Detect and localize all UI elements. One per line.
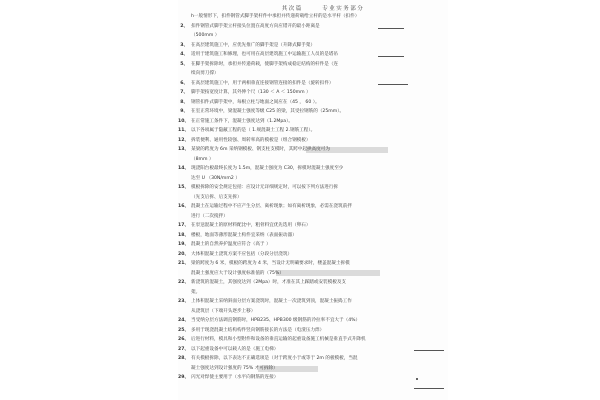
question-line — [178, 62, 448, 68]
question-line — [178, 43, 448, 49]
question-line — [178, 233, 448, 239]
question-line — [178, 128, 448, 134]
question-text: 从浇筑层（下端开头逐步上移） — [191, 308, 256, 314]
question-text: 大体积混凝土浇筑方案不应包括（分段分层浇筑） — [191, 251, 293, 257]
question-line — [178, 223, 448, 229]
question-number: 19、 — [178, 242, 189, 247]
question-text: 多用于现浇混凝土结构构件竖向钢筋接长的方法是（电渣压力焊） — [191, 327, 325, 333]
question-number: 28、 — [178, 356, 189, 361]
question-line — [178, 328, 448, 334]
question-line — [178, 81, 448, 87]
question-text: 架。 — [191, 289, 201, 295]
question-line — [178, 138, 448, 144]
question-line — [178, 14, 448, 20]
question-text: 闪光对焊使主要用于（水平向钢筋的连接） — [191, 375, 279, 380]
question-text: 在高层建筑施工中，应优先推广的脚手架是（升降式脚手架） — [191, 42, 316, 48]
question-line — [178, 309, 448, 315]
question-text: （500mm ） — [191, 33, 220, 38]
question-number: 25、 — [178, 327, 189, 333]
question-line — [178, 204, 448, 210]
question-number: 23、 — [178, 299, 189, 304]
question-line — [178, 347, 448, 353]
header-title: 其次篇 — [281, 6, 303, 12]
question-number: 8、 — [180, 99, 188, 105]
question-line — [178, 366, 448, 372]
question-text: 续向剪刀撑） — [191, 71, 219, 76]
question-text: 混凝土强度应大于设计强度标准值的（75%） — [191, 270, 284, 276]
question-number: 4、 — [180, 52, 188, 57]
question-line — [178, 252, 448, 258]
question-text: 凝土强度达到设计强度的 75% 才可拆除） — [191, 365, 278, 371]
question-text: 某梁的跨度为 6m 采纳钢模板、钢支柱支模时，其跨中起拱高度可为 — [191, 147, 330, 152]
question-number: 2、 — [180, 23, 188, 29]
question-text: 适用于建筑施工和修理，也可用在高层建筑施工中运输施工人员的是塔吊 — [191, 52, 339, 57]
question-number: 27、 — [178, 346, 189, 352]
header-subtitle: 专业实务部分 — [322, 6, 365, 12]
question-text: 钢管扣件式脚手架中，每根立柱与地面之间应在（45 ， 60 ）。 — [191, 99, 320, 105]
question-line — [178, 356, 448, 362]
question-number: 24、 — [178, 318, 189, 323]
question-text: 新浇筑的混凝土，其强度达到（2Mpa）时，才准在其上踩踏或安装模板及支 — [191, 280, 347, 285]
question-number: 7、 — [180, 90, 188, 95]
question-text: 在泵送混凝土的原材料配比中，粗骨料宜优先选用（卵石） — [191, 223, 311, 228]
question-text: h一般情形下，扣件钢管式脚手架杆件中承担并传递荷载给立杆的是水平杆（扣件） — [191, 14, 360, 19]
question-line — [178, 214, 448, 220]
question-text: 混凝土在运输过程中不应产生分层、离析现象；如有离析现象，必需在浇筑前拌 — [191, 204, 352, 209]
question-line — [178, 242, 448, 248]
question-number: 5、 — [180, 61, 188, 67]
question-text: （8mm ） — [191, 156, 214, 162]
question-number: 29、 — [178, 375, 189, 380]
page-header — [263, 4, 383, 12]
question-number: 20、 — [178, 251, 189, 257]
question-number: 6、 — [180, 80, 188, 86]
question-text: 梁的跨度为 6 米，模板的跨度为 4 米，当设计无明确要求时，楼盖混凝土拆模 — [191, 261, 350, 266]
question-line — [178, 290, 448, 296]
question-number: 15、 — [178, 185, 189, 190]
question-text: 达至 U （30N/mm2 ） — [191, 175, 240, 181]
question-line — [178, 52, 448, 58]
question-text: 上体积混凝土采纳斜面分层方案浇筑时，混凝土一次浇筑到顶，混凝土振捣工作 — [191, 299, 352, 304]
question-number: 14、 — [178, 166, 189, 171]
question-text: 在室正常环境中，梁混凝土强度等级 C25 的梁，其受拉钢筋的（25mm）。 — [191, 109, 345, 114]
question-text: 当受纳分层方法调直钢筋时，HPB235、HPB300 级钢筋的冷拉率不宜大于（4%） — [191, 318, 361, 323]
question-text: 以下各项属于隐蔽工程的是（ 1.规混凝土工程 2.钢筋工程）。 — [191, 128, 316, 133]
question-text: 拆装便利、通用性较强、周转率高的模板是（组合钢模板） — [191, 137, 311, 143]
question-line — [178, 24, 448, 30]
question-number: 11、 — [178, 128, 189, 133]
question-text: 在脚手架拆除时，承担并传递荷载，使脚手架构成稳定结构的杆件是（连 — [191, 61, 339, 67]
question-line — [178, 195, 448, 201]
question-line — [178, 157, 448, 163]
question-number: 26、 — [178, 337, 189, 342]
question-number: 21、 — [178, 261, 189, 266]
question-text: 模板拆除的安全规定包括：应设计无详细规定时，可以按下列方法进行拆 — [191, 185, 339, 190]
question-text: 有关模板拆除，以下表达不正确选项是（对于跨度小于或等于 2m 的板模板，当混 — [191, 356, 358, 361]
question-number: 22、 — [178, 280, 189, 285]
question-number: 9、 — [180, 109, 188, 114]
question-text: 在高层建筑施工中，用于两相垂直连接钢管连接的扣件是（旋转扣件） — [191, 80, 334, 86]
question-number: 10、 — [178, 118, 189, 124]
question-line — [178, 166, 448, 172]
question-number: 18、 — [178, 232, 189, 238]
question-number: 12、 — [178, 137, 189, 143]
question-text: （先支后拆、后支先拆） — [191, 194, 242, 200]
question-text: 扣件钢管式脚手架立杆接头位置在高度方向应错开的最小距离是 — [191, 23, 320, 29]
question-line — [178, 185, 448, 191]
question-number: 16、 — [178, 204, 189, 209]
question-line — [178, 109, 448, 115]
question-text: 以下起重设备中可以载人的是（施工电梯） — [191, 346, 279, 352]
question-line — [178, 147, 448, 153]
question-text: 在正常施工条件下，混凝土强度达到（1.2Mpa）。 — [191, 118, 293, 124]
question-number: 13、 — [178, 147, 189, 152]
document-page — [178, 0, 448, 400]
question-line — [178, 271, 448, 277]
question-text: 后进行材料，模具和小型附件和设备的垂直运输的起重设备施工机械是垂直手式升降机 — [191, 337, 366, 342]
question-line — [178, 71, 448, 77]
question-text: 混凝土的自然养护温度应符合（高于 ） — [191, 242, 271, 247]
question-line — [178, 176, 448, 182]
question-number: 3、 — [180, 42, 188, 48]
question-line — [178, 318, 448, 324]
question-line — [178, 261, 448, 267]
question-line — [178, 33, 448, 39]
question-text: 进行（二次搅拌） — [191, 213, 228, 219]
question-text: 脚手架按宽度计算，其外伸个尺（130 ＜ A ＜ 150mm ） — [191, 90, 311, 95]
question-number: 17、 — [178, 223, 189, 228]
question-line — [178, 299, 448, 305]
question-line — [178, 375, 448, 381]
question-text: 现浇阳台板最终长度为 1.5m，混凝土强度为 C30，拆模时混凝土强度至少 — [191, 166, 344, 171]
question-line — [178, 90, 448, 96]
question-line — [178, 337, 448, 343]
answer-line — [414, 388, 444, 389]
question-line — [178, 280, 448, 286]
question-text: 楼板，地面等薄形混凝土构件宜采纳（表面振动器） — [191, 232, 297, 238]
question-line — [178, 100, 448, 106]
question-line — [178, 119, 448, 125]
